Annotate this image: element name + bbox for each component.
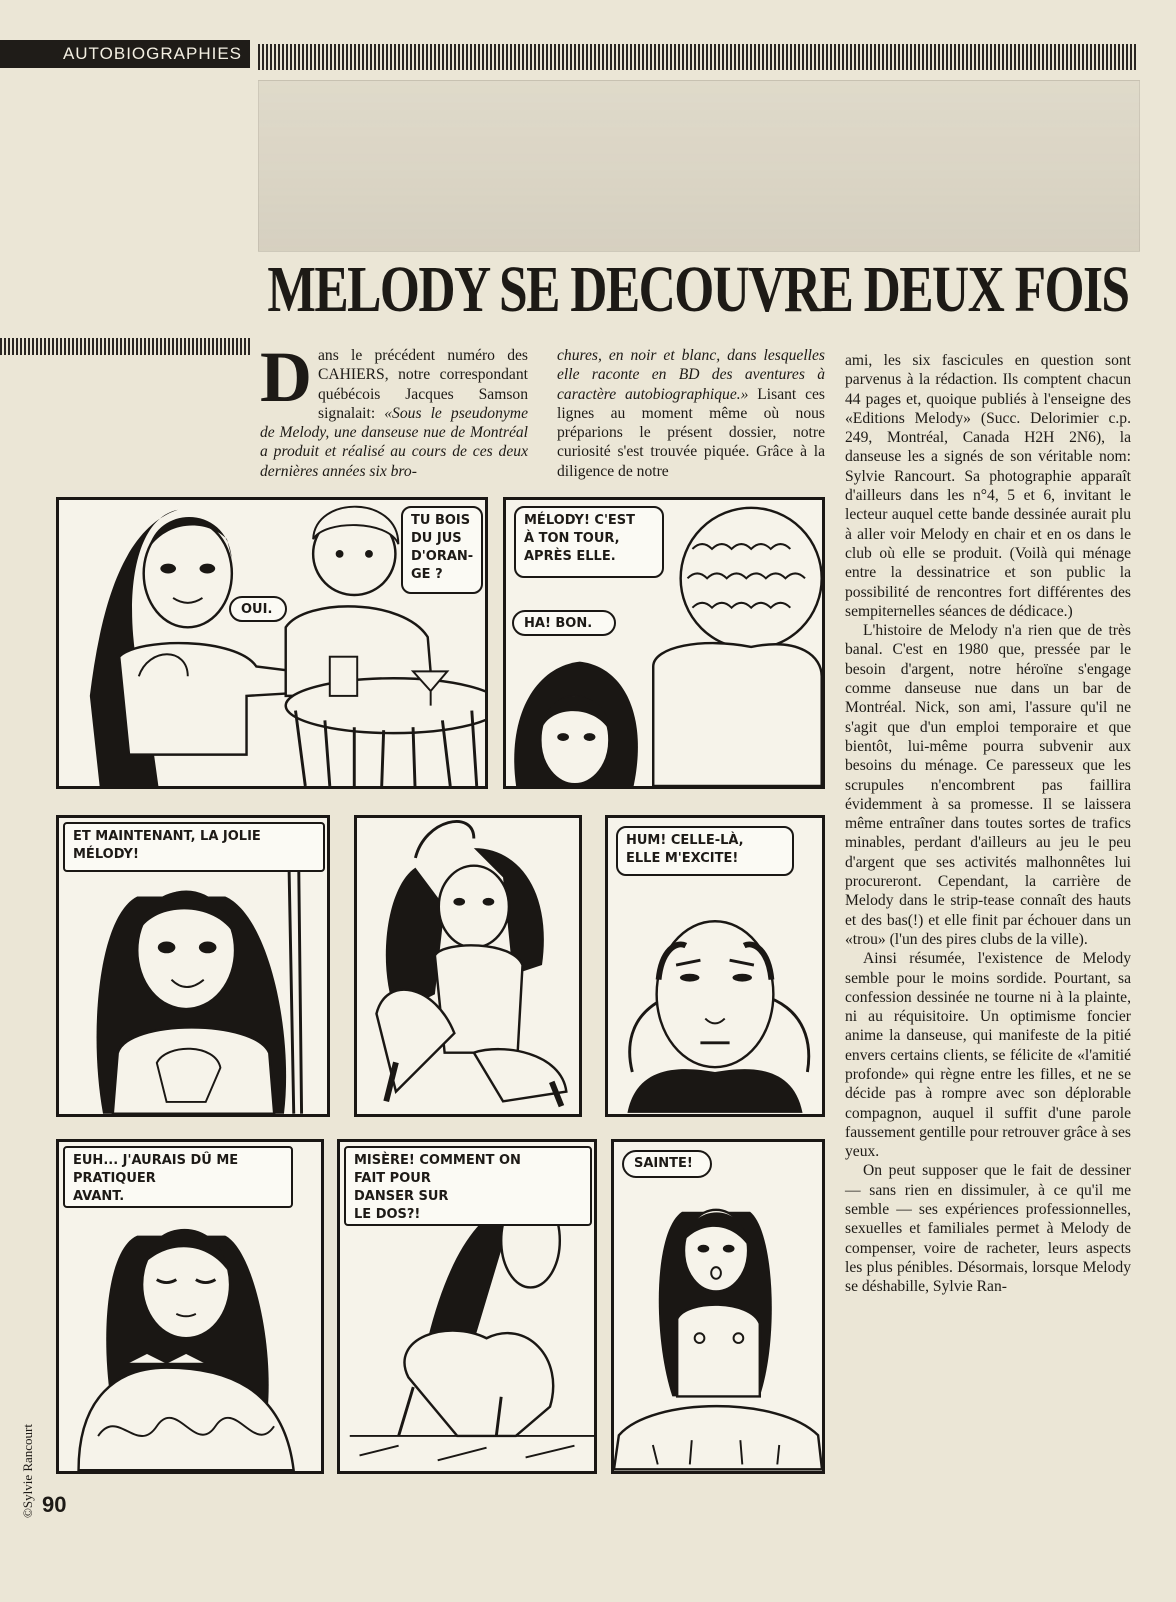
caption-7: MISÈRE! COMMENT ON FAIT POUR DANSER SUR LE DOS?! (344, 1146, 592, 1226)
comic-panel-2 (503, 497, 825, 789)
intro-quote-part1: «Sous le pseudonyme de Melody, une danseuse nue de Montréal a produit et réalisé au cours de ces deux dernières années six bro- (260, 404, 528, 480)
comic-panel-1 (56, 497, 488, 789)
panel-4-art (357, 818, 579, 1114)
speech-bubble-5: HUM! CELLE-LÀ, ELLE M'EXCITE! (616, 826, 794, 876)
comic-panel-4 (354, 815, 582, 1117)
paragraph-4: On peut supposer que le fait de dessiner — sans rien en dissimuler, à ce qu'il me semble — ses expériences professionnelles, sexuelles et familiales permet à Melody de compenser, voire de racheter, leurs aspects les plus pénibles. Désormais, lorsque Melody se déshabille, Sylvie Ran- (845, 1162, 1131, 1296)
show-through-shadow (258, 80, 1140, 252)
illustration-credit: ©Sylvie Rancourt (20, 1423, 35, 1518)
comic-panel-3 (56, 815, 330, 1117)
text-column-3 (845, 351, 1131, 1297)
speech-bubble-8: SAINTE! (622, 1150, 712, 1178)
intro-quote-part2: chures, en noir et blanc, dans lesquelles elle raconte en BD des aventures à caractère autobiographique.» (557, 347, 825, 403)
comic-panel-6 (56, 1139, 324, 1474)
caption-3: ET MAINTENANT, LA JOLIE MÉLODY! (63, 822, 325, 872)
speech-bubble-4: HA! BON. (512, 610, 616, 636)
panel-8-art (614, 1142, 822, 1471)
intro-continuation: Lisant ces lignes au moment même où nous préparions le présent dossier, notre curiosité s'est trouvée piquée. Grâce à la diligence de notre (557, 385, 825, 480)
paragraph-3: Ainsi résumée, l'existence de Melody semble pour le moins sordide. Pourtant, sa confession dessinée ne tourne ni à la plainte, ni au réquisitoire. Un optimisme foncier anime la danseuse, qui manifeste de la pitié envers certains clients, se félicite de «l'amitié profonde» qui règne entre les filles, et ne se décide pas à rompre avec son déplorable compagnon, auquel il suffit d'une parole faussement gentille pour retrouver grâce à ses yeux. (845, 950, 1131, 1161)
drop-cap: D (260, 337, 312, 417)
comic-panel-7 (337, 1139, 597, 1474)
comic-panel-5 (605, 815, 825, 1117)
comic-panel-8 (611, 1139, 825, 1474)
speech-bubble-2: OUI. (229, 596, 287, 622)
side-stripe (0, 338, 250, 355)
intro-paragraph-cont (557, 346, 825, 481)
caption-6: EUH... J'AURAIS DÛ ME PRATIQUER AVANT. (63, 1146, 293, 1208)
paragraph-2: L'histoire de Melody n'a rien que de très banal. C'est en 1980 que, pressée par le besoin d'argent, notre héroïne s'engage comme danseuse nue dans un bar de Montréal. Nick, son ami, l'assure qu'il ne s'agit que d'un emploi temporaire et que bientôt, lui-même pourra subvenir aux besoins du ménage. Ce paresseux que les scrupules n'encombrent pas faillira évidemment à sa promesse. Il se laissera même entraîner dans toutes sortes de trafics minables, perdant d'ailleurs au jeu le peu d'argent que ses activités malhonnêtes lui procureront. Cependant, la carrière de Melody dans le strip-tease connaît des hauts et des bas(!) et elle finit par échouer dans un «trou» (l'un des pires clubs de la ville). (845, 622, 1131, 948)
page-number: 90 (42, 1492, 67, 1517)
article-headline: MELODY SE DECOUVRE DEUX FOIS (267, 253, 1129, 326)
speech-bubble-1: TU BOIS DU JUS D'ORAN- GE ? (401, 506, 483, 594)
header-stripe (258, 44, 1138, 70)
intro-paragraph (260, 337, 528, 481)
text-column-1 (260, 337, 528, 481)
paragraph-1: ami, les six fascicules en question sont parvenus à la rédaction. Ils comptent chacun 44 pages et, quoique publiés à l'enseigne des «Editions Melody» (Succ. Delorimier c.p. 249, Montréal, Canada H2H 2N6), la danseuse les a signés de son véritable nom: Sylvie Rancourt. Sa photographie apparaît d'ailleurs dans les n°4, 5 et 6, invitant le lecteur auquel cette bande dessinée aurait plu à aller voir Melody en chair et en os dans le club où elle se produit. (Voilà qui ménage entre la dessinatrice et son public la possibilité de rencontres fort différentes des sempiternelles séances de dédicace.) (845, 352, 1131, 620)
speech-bubble-3: MÉLODY! C'EST À TON TOUR, APRÈS ELLE. (514, 506, 664, 578)
intro-text: ans le précédent numéro des CAHIERS, notre correspondant québécois Jacques Samson signalait: (318, 347, 528, 422)
section-tag: AUTOBIOGRAPHIES (0, 40, 250, 68)
text-column-2 (557, 346, 825, 481)
